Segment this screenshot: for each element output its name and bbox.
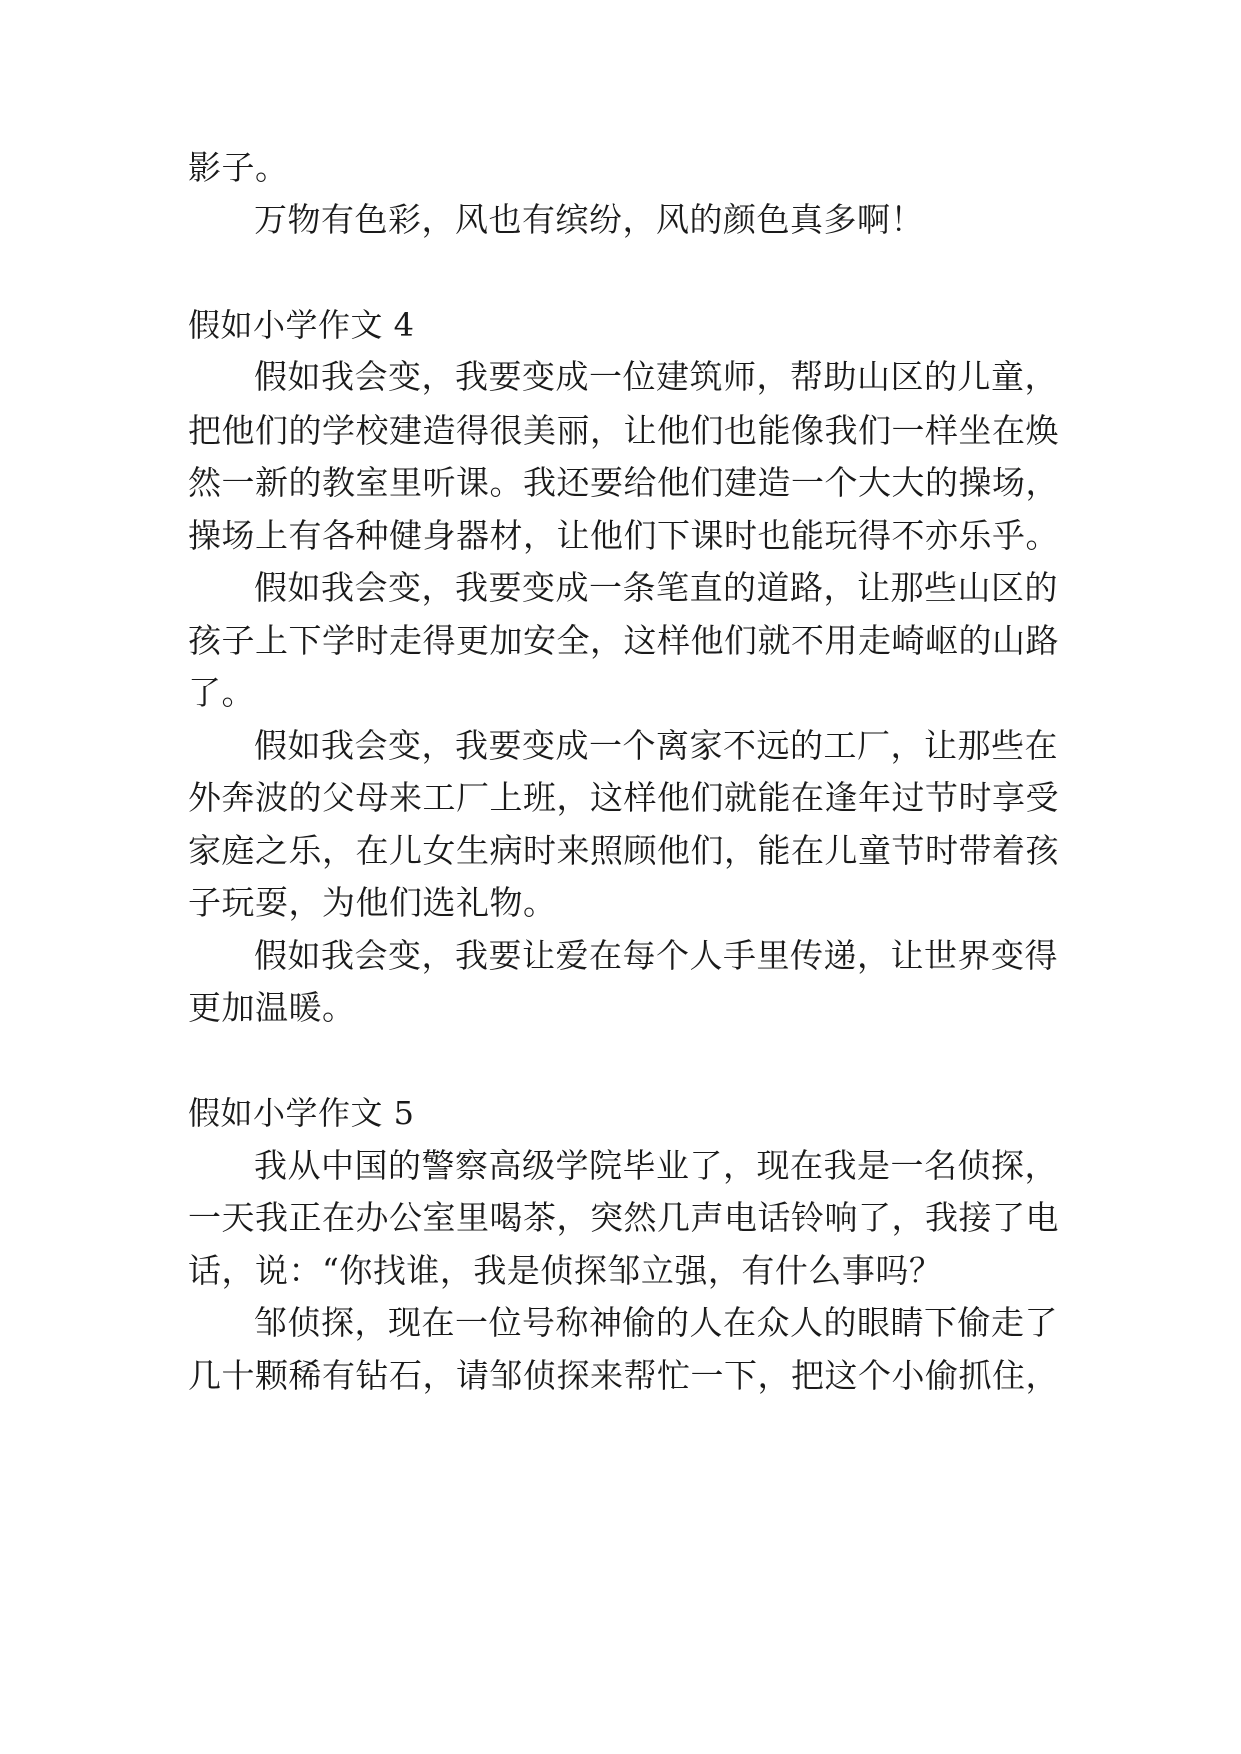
paragraph-line: 家庭之乐，在儿女生病时来照顾他们，能在儿童节时带着孩 xyxy=(188,831,1059,870)
paragraph-line: 一天我正在办公室里喝茶，突然几声电话铃响了，我接了电 xyxy=(188,1198,1059,1237)
paragraph-line: 子玩耍，为他们选礼物。 xyxy=(188,883,557,922)
paragraph-line: 我从中国的警察高级学院毕业了，现在我是一名侦探， xyxy=(254,1146,1058,1185)
paragraph-line: 假如我会变，我要变成一个离家不远的工厂，让那些在 xyxy=(254,726,1058,765)
paragraph-line: 更加温暖。 xyxy=(188,988,356,1027)
paragraph-line: 影子。 xyxy=(188,148,289,187)
paragraph-line: 假如我会变，我要变成一条笔直的道路，让那些山区的 xyxy=(254,568,1058,607)
paragraph-line: 了。 xyxy=(188,673,255,712)
paragraph-line: 万物有色彩，风也有缤纷，风的颜色真多啊！ xyxy=(254,200,924,239)
paragraph-line: 孩子上下学时走得更加安全，这样他们就不用走崎岖的山路 xyxy=(188,621,1059,660)
paragraph-line: 外奔波的父母来工厂上班，这样他们就能在逢年过节时享受 xyxy=(188,778,1059,817)
paragraph-line: 几十颗稀有钻石，请邹侦探来帮忙一下，把这个小偷抓住， xyxy=(188,1356,1059,1395)
paragraph-line: 然一新的教室里听课。我还要给他们建造一个大大的操场， xyxy=(188,463,1059,502)
paragraph-line: 把他们的学校建造得很美丽，让他们也能像我们一样坐在焕 xyxy=(188,411,1059,450)
section-heading: 假如小学作文 4 xyxy=(188,306,415,344)
paragraph-line: 话，说：“你找谁，我是侦探邹立强，有什么事吗？ xyxy=(188,1251,943,1290)
paragraph-line: 假如我会变，我要变成一位建筑师，帮助山区的儿童， xyxy=(254,357,1058,396)
paragraph-line: 操场上有各种健身器材，让他们下课时也能玩得不亦乐乎。 xyxy=(188,516,1059,555)
paragraph-line: 假如我会变，我要让爱在每个人手里传递，让世界变得 xyxy=(254,936,1058,975)
paragraph-line: 邹侦探，现在一位号称神偷的人在众人的眼睛下偷走了 xyxy=(254,1303,1058,1342)
section-heading: 假如小学作文 5 xyxy=(188,1094,415,1132)
